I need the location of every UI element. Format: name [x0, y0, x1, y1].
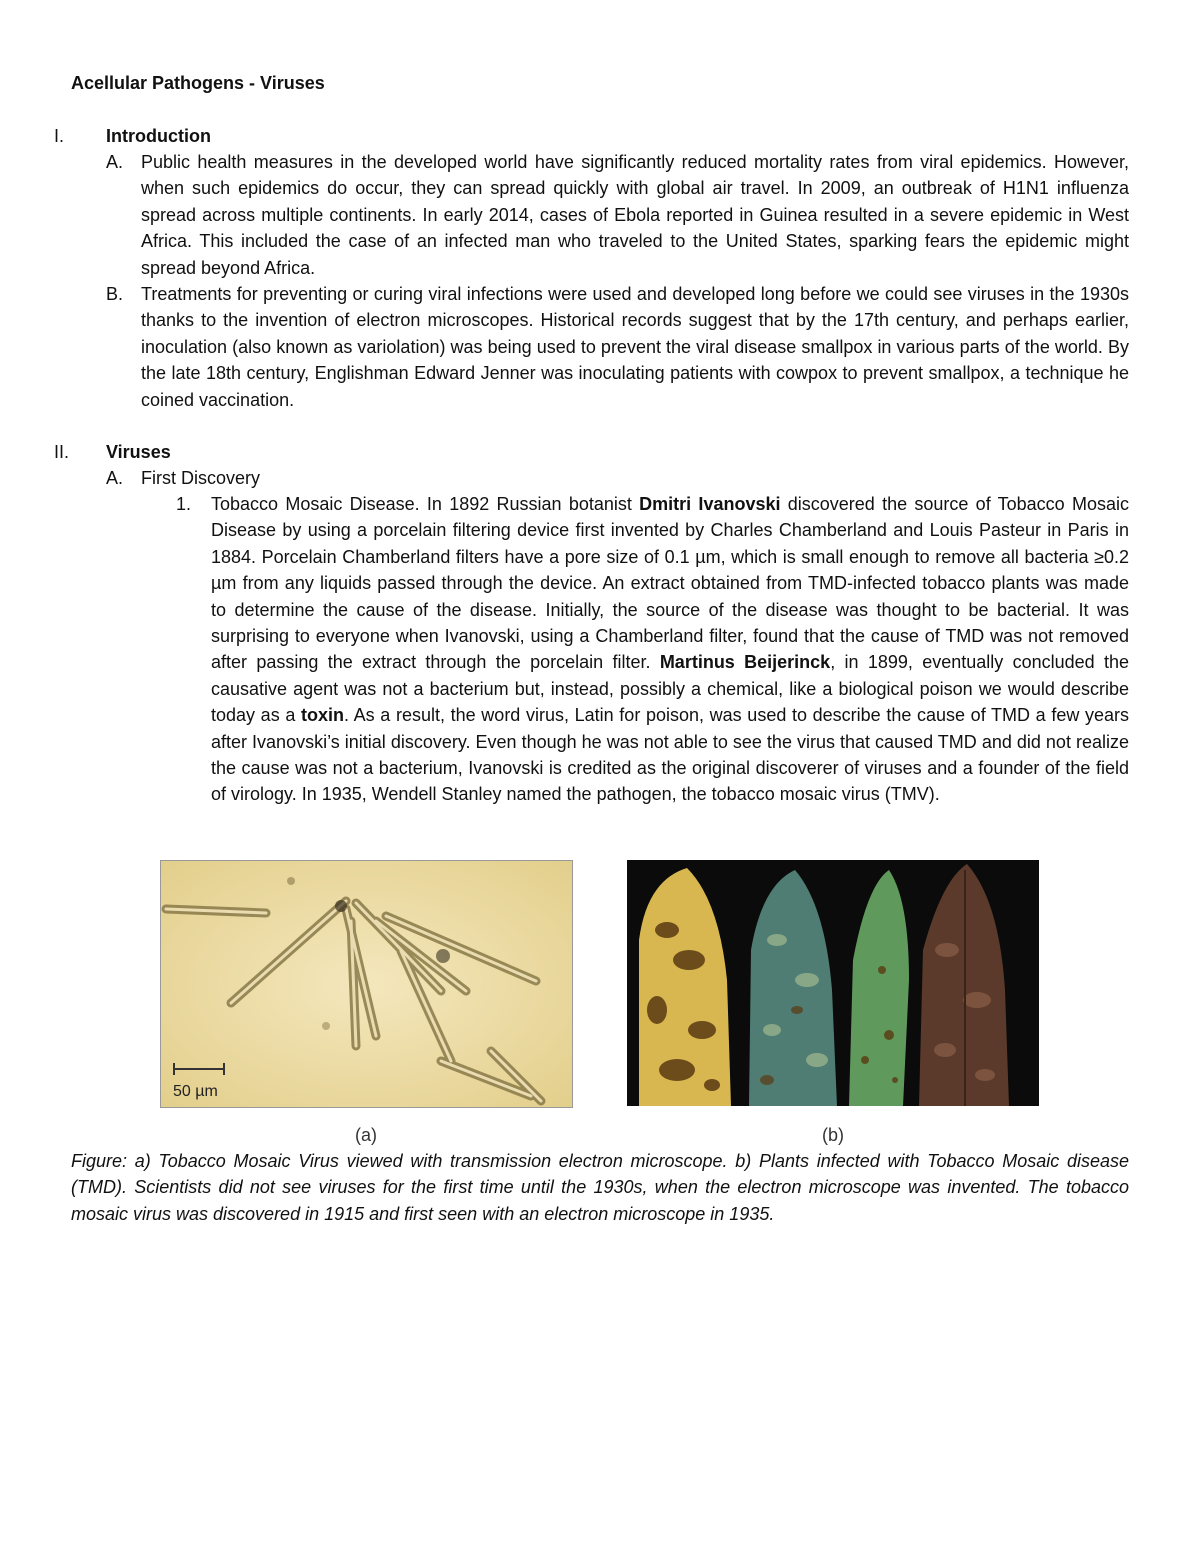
section-numeral: II.: [54, 442, 70, 462]
section-numeral: I.: [54, 126, 65, 146]
document-title: Acellular Pathogens - Viruses: [71, 73, 325, 93]
item-letter: A.: [106, 468, 124, 488]
infected-leaves-image: [627, 860, 1039, 1106]
section-heading-introduction: Introduction: [106, 126, 211, 146]
text-run: . As a result, the word virus, Latin for poison, was used to describe the cause of TMD a few years after Ivanovski’s initial discovery. Even though he was not able to see the virus that caused TMD and did not realize the cause was not a bacterium, Ivanovski is credited as the original discoverer of viruses and a founder of the field of virology. In 1935, Wendell Stanley named the pathogen, the tobacco mosaic virus (TMV).: [211, 705, 1129, 805]
item-number: 1.: [176, 494, 192, 514]
text-run: discovered the source of Tobacco Mosaic Disease by using a porcelain filtering device first invented by Charles Chamberland and Louis Pasteur in Paris in 1884. Porcelain Chamberland filters have a pore size of 0.1 µm, which is small enough to remove all bacteria ≥0.2 µm from any liquids passed through the device. An extract obtained from TMD-infected tobacco plants was made to determine the cause of the disease. Initially, the source of the disease was thought to be bacterial. It was surprising to everyone when Ivanovski, using a Chamberland filter, found that the cause of TMD was not removed after passing the extract through the porcelain filter.: [211, 494, 1129, 673]
text-run: , in 1899, eventually concluded the causative agent was not a bacterium but, instead, possibly a chemical, like a biological poison we would describe today as a: [211, 652, 1129, 726]
figure-a-label: (a): [355, 1125, 377, 1145]
paragraph-tobacco-mosaic-disease: [211, 491, 1129, 808]
figure-caption: Figure: a) Tobacco Mosaic Virus viewed with transmission electron microscope. b) Plants infected with Tobacco Mosaic disease (TMD). Scientists did not see viruses for the first time until the 1930s, when the electron microscope was invented. The tobacco mosaic virus was discovered in 1915 and first seen with an electron microscope in 1935.: [71, 1151, 1129, 1224]
figure-b-label: (b): [822, 1125, 844, 1145]
term-toxin: toxin: [301, 705, 344, 726]
paragraph-public-health: Public health measures in the developed world have significantly reduced mortality rates from viral epidemics. However, when such epidemics do occur, they can spread quickly with global air travel. In 2009, an outbreak of H1N1 influenza spread across multiple continents. In early 2014, cases of Ebola reported in Guinea resulted in a severe epidemic in West Africa. This included the case of an infected man who traveled to the United States, sparking fears the epidemic might spread beyond Africa.: [141, 152, 1129, 278]
tmv-micrograph-image: [161, 861, 572, 1107]
name-dmitri-ivanovski: Dmitri Ivanovski: [639, 494, 781, 514]
figure-b-leaves: [627, 860, 1039, 1106]
section-heading-viruses: Viruses: [106, 442, 171, 462]
subsection-heading-first-discovery: First Discovery: [141, 468, 261, 488]
text-run: Tobacco Mosaic Disease. In 1892 Russian botanist: [211, 494, 640, 514]
figure-a-micrograph: [160, 860, 573, 1108]
paragraph-treatments: Treatments for preventing or curing viral infections were used and developed long before we could see viruses in the 1930s thanks to the invention of electron microscopes. Historical records suggest that by the 17th century, and perhaps earlier, inoculation (also known as variolation) was being used to prevent the viral disease smallpox in various parts of the world. By the late 18th century, Englishman Edward Jenner was inoculating patients with cowpox to prevent smallpox, a technique he coined vaccination.: [141, 284, 1129, 410]
name-martinus-beijerinck: Martinus Beijerinck: [659, 652, 831, 673]
scale-bar-label: 50 µm: [173, 1083, 218, 1100]
item-letter: A.: [106, 152, 124, 172]
item-letter: B.: [106, 284, 124, 304]
